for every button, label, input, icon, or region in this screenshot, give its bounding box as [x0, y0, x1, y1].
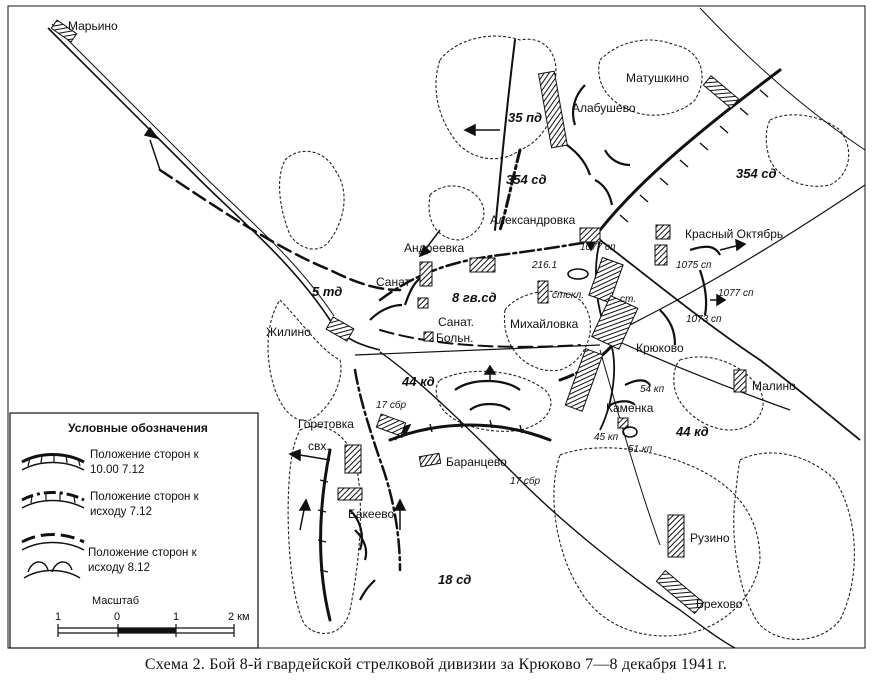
legend-item1-line2: 10.00 7.12 [90, 464, 145, 476]
legend-item2-line1: Положение сторон к [90, 491, 199, 503]
label-mikhailovka: Михайловка [510, 317, 579, 331]
label-aleksandrovka: Александровка [490, 213, 576, 227]
scale-tick-one: 1 [173, 611, 180, 623]
unit-51kp: 51 кп [628, 444, 653, 455]
unit-354sd-b: 354 сд [736, 166, 777, 181]
label-zhilino: Жилино [266, 325, 311, 339]
legend-item1-line1: Положение сторон к [90, 449, 199, 461]
label-brekhovo: Брехово [696, 597, 743, 611]
unit-1073sp: 1073 сп [686, 314, 722, 325]
unit-35pd: 35 пд [508, 110, 543, 125]
scale-tick-zero: 0 [114, 611, 121, 623]
label-steklo: стекл. [552, 290, 585, 301]
scale-title: Масштаб [92, 595, 140, 607]
settlement-block-andreevka [420, 262, 432, 286]
label-sanat-boln-1: Санат. [438, 315, 475, 329]
settlement-block-krasny-b [655, 245, 667, 265]
unit-44kd-b: 44 кд [676, 424, 709, 439]
unit-5td: 5 тд [312, 284, 343, 299]
unit-1075sp: 1075 сп [676, 260, 712, 271]
settlement-block-steklo [538, 281, 548, 303]
settlement-block-kryukovo-c [565, 349, 602, 412]
label-barantsevo: Баранцево [446, 455, 507, 469]
settlement-block-sanat [418, 298, 428, 308]
scale-tick-two: 2 км [228, 611, 250, 623]
label-goretovka-svh: свх. [308, 439, 330, 453]
unit-54kp: 54 кп [640, 384, 665, 395]
label-sanat: Санат [376, 275, 411, 289]
settlement-block-kryukovo-a [589, 257, 623, 302]
label-bakeevo: Бакеево [348, 507, 395, 521]
legend-item3-line1: Положение сторон к [88, 547, 197, 559]
settlement-block-boln [424, 332, 433, 341]
legend-item2-line2: исходу 7.12 [90, 506, 152, 518]
unit-17sbr-a: 17 сбр [376, 400, 407, 411]
settlement-block-goretovka [376, 414, 405, 436]
settlement-block-kamenka [618, 418, 628, 428]
label-matushkino: Матушкино [626, 71, 690, 85]
label-height: 216.1 [532, 260, 558, 271]
settlement-block-ruzino [668, 515, 684, 557]
label-kamenka: Каменка [606, 401, 654, 415]
settlement-block-goretovka-b [345, 445, 361, 473]
settlement-block-216 [470, 258, 495, 272]
unit-18sd: 18 сд [438, 572, 472, 587]
legend-title: Условные обозначения [68, 421, 208, 435]
label-andreevka: Андреевка [404, 241, 465, 255]
settlement-block-bakeevo [338, 488, 362, 500]
settlement-block-matushkino [703, 76, 738, 108]
scale-tick-left: 1 [55, 611, 62, 623]
label-marino: Марьино [68, 19, 118, 33]
label-sanat-boln-2: Больн. [436, 331, 474, 345]
settlement-block-malino [734, 370, 746, 392]
label-ruzino: Рузино [690, 531, 730, 545]
settlement-block-krasny [656, 225, 670, 239]
label-kryukovo: Крюково [636, 341, 684, 355]
unit-44kd-a: 44 кд [402, 374, 435, 389]
legend [10, 413, 258, 648]
label-alabushevo: Алабушево [572, 101, 636, 115]
legend-item3-line2: исходу 8.12 [88, 562, 150, 574]
unit-8gvsd: 8 гв.сд [452, 290, 497, 305]
label-krasny-oktyabr: Красный Октябрь [685, 227, 784, 241]
settlement-block-barantsevo [419, 453, 440, 466]
unit-1077sp-a: 1077 сп [580, 242, 616, 253]
label-station: ст. [620, 294, 636, 305]
map-caption: Схема 2. Бой 8-й гвардейской стрелковой дивизии за Крюково 7—8 декабря 1941 г. [144, 656, 728, 673]
unit-45kp: 45 кп [594, 432, 619, 443]
settlement-block-alabushevo [539, 71, 568, 148]
settlement-block-aleksandrovka [580, 228, 600, 242]
unit-17sbr-b: 17 сбр [510, 476, 541, 487]
label-malino: Малино [752, 379, 796, 393]
unit-354sd-a: 354 сд [506, 172, 547, 187]
unit-1077sp-b: 1077 сп [718, 288, 754, 299]
label-goretovka: Горетовка [298, 417, 354, 431]
